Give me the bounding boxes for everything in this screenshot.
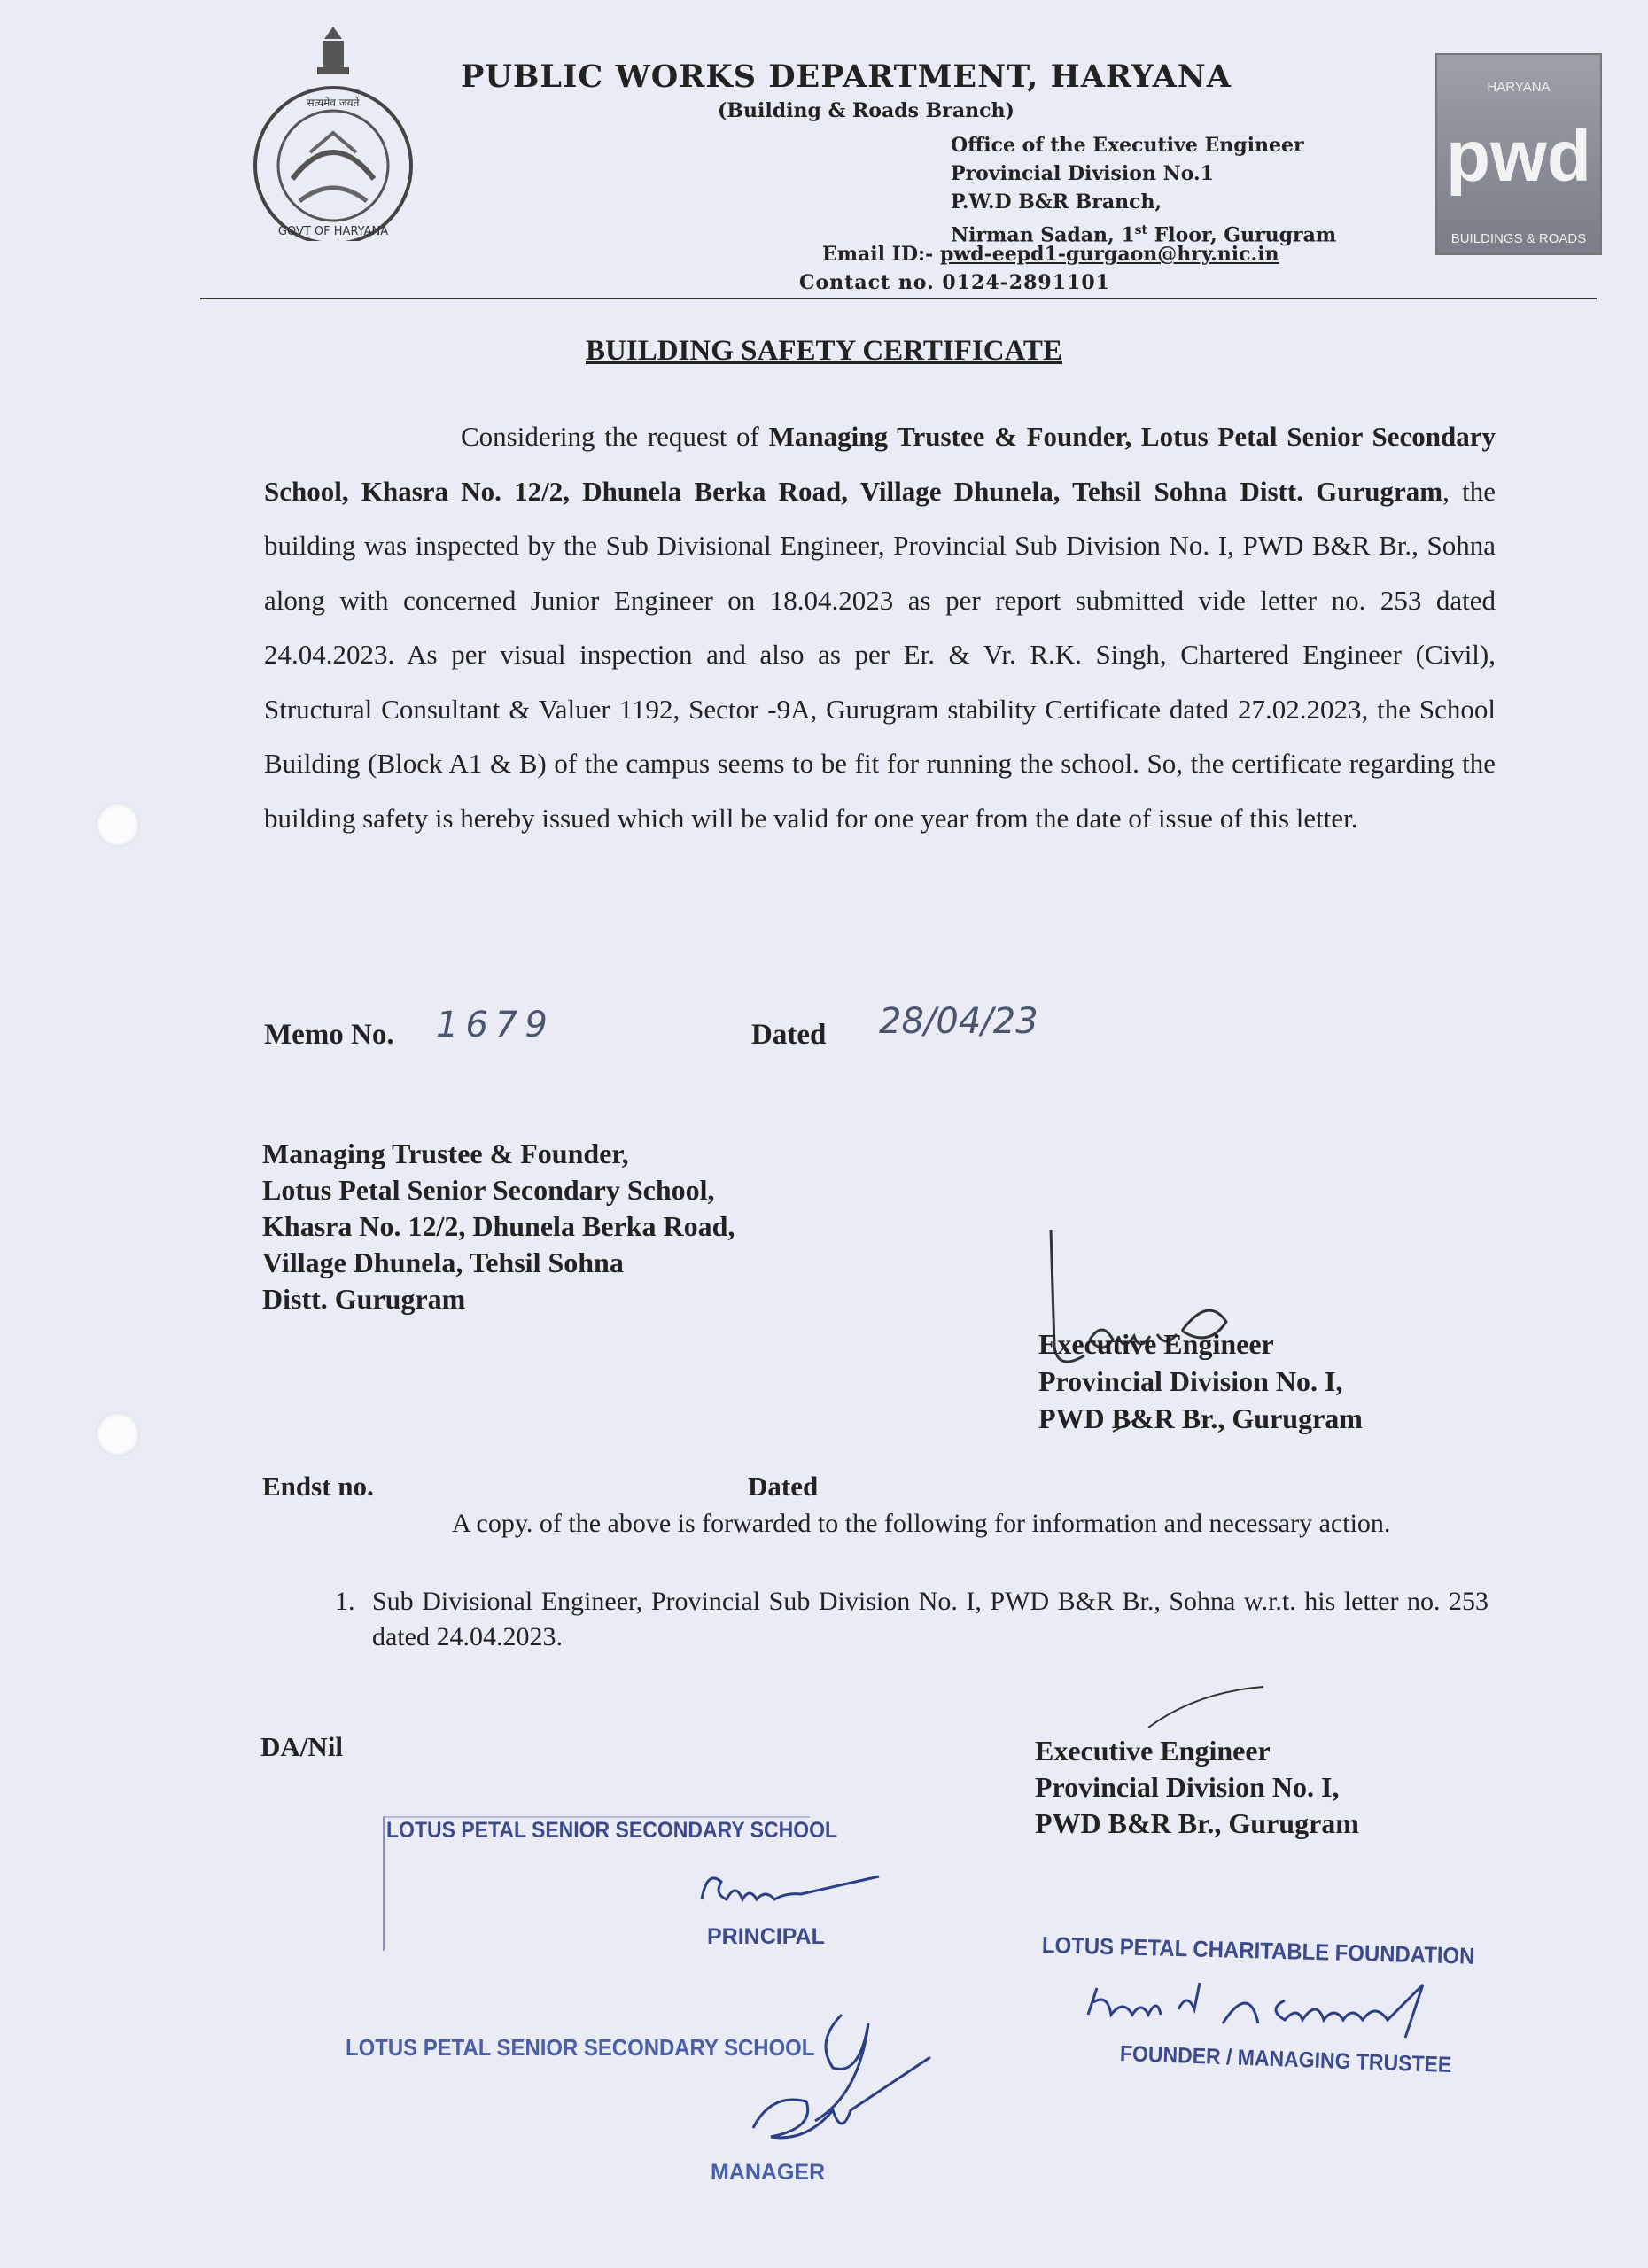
office-line: Office of the Executive Engineer [951, 134, 1304, 157]
punch-hole-top [96, 803, 140, 847]
signatory-block [1038, 1325, 1363, 1437]
foundation-stamp-name: LOTUS PETAL CHARITABLE FOUNDATION [1041, 1931, 1475, 1969]
addressee-line: Distt. Gurugram [262, 1283, 466, 1315]
svg-text:GOVT OF HARYANA: GOVT OF HARYANA [277, 225, 389, 238]
list-item-text: Sub Divisional Engineer, Provincial Sub Division No. I, PWD B&R Br., Sohna w.r.t. his letter no. 253 dated 24.04.2023. [372, 1587, 1489, 1651]
manager-signature [709, 2004, 939, 2163]
memo-label: Memo No. [264, 1019, 394, 1051]
list-item-number: 1. [335, 1587, 355, 1616]
pwd-logo-main: pwd [1446, 116, 1591, 197]
certificate-body: Considering the request of Managing Trustee & Founder, Lotus Petal Senior Secondary School, Khasra No. 12/2, Dhunela Berka Road, Village Dhunela, Tehsil Sohna Distt. Gurugram, the building was inspected by the Sub Divisional Engineer, Provincial Sub Division No. I, PWD B&R Br., Sohna along with concerned Junior Engineer on 18.04.2023 as per report submitted vide letter no. 253 dated 24.04.2023. As per visual inspection and also as per Er. & Vr. R.K. Singh, Chartered Engineer (Civil), Structural Consultant & Valuer 1192, Sector -9A, Gurugram stability Certificate dated 27.02.2023, the School Building (Block A1 & B) of the campus seems to be fit for running the school. So, the certificate regarding the building safety is hereby issued which will be valid for one year from the date of issue of this letter. [264, 421, 1496, 834]
founder-signature [1081, 1970, 1489, 2041]
memo-dated-label: Dated [751, 1019, 827, 1051]
contact-line: Contact no. 0124-2891101 [799, 271, 1110, 294]
addressee-line: Lotus Petal Senior Secondary School, [262, 1174, 715, 1206]
office-line: P.W.D B&R Branch, [951, 190, 1162, 214]
pwd-logo-top: HARYANA [1487, 80, 1551, 95]
signatory2-initial-stroke [1143, 1683, 1267, 1736]
endst-label: Endst no. [262, 1471, 374, 1502]
school-stamp-name-2: LOTUS PETAL SENIOR SECONDARY SCHOOL [346, 2034, 815, 2061]
manager-stamp: MANAGER [711, 2160, 826, 2185]
addressee-line: Managing Trustee & Founder, [262, 1138, 629, 1169]
principal-stamp: PRINCIPAL [707, 1924, 825, 1949]
principal-signature [691, 1860, 886, 1922]
header-divider [200, 298, 1597, 299]
haryana-seal-icon [246, 19, 420, 241]
addressee-line: Khasra No. 12/2, Dhunela Berka Road, [262, 1210, 735, 1242]
signatory2-line: PWD B&R Br., Gurugram [1035, 1807, 1359, 1839]
email-label: Email ID:- [822, 243, 940, 266]
department-heading: PUBLIC WORKS DEPARTMENT, HARYANA [461, 58, 1232, 95]
endst-dated-label: Dated [748, 1471, 819, 1502]
signatory-line: Provincial Division No. I, [1038, 1365, 1343, 1397]
signatory2-block [1035, 1733, 1359, 1842]
memo-date-handwritten: 28/04/23 [879, 1001, 1038, 1042]
applicant-name: Managing Trustee & Founder, Lotus Petal Senior Secondary School, Khasra No. 12/2, Dhunela Berka Road, Village Dhunela, Tehsil Sohna Distt. Gurugram [264, 421, 1496, 507]
signatory2-line: Executive Engineer [1035, 1735, 1271, 1767]
svg-text:सत्यमेव जयते: सत्यमेव जयते [307, 97, 360, 109]
email-line [822, 243, 1279, 266]
enclosure-note: DA/Nil [260, 1731, 343, 1762]
signatory2-line: Provincial Division No. I, [1035, 1771, 1340, 1803]
list-item [335, 1584, 1489, 1655]
founder-stamp: FOUNDER / MANAGING TRUSTEE [1119, 2041, 1452, 2078]
certificate-title: BUILDING SAFETY CERTIFICATE [586, 335, 1062, 367]
branch-subheading: (Building & Roads Branch) [718, 99, 1014, 122]
pwd-logo-bottom: BUILDINGS & ROADS [1450, 231, 1587, 246]
email-address[interactable]: pwd-eepd1-gurgaon@hry.nic.in [939, 243, 1279, 266]
memo-number-handwritten: 1679 [436, 1005, 555, 1045]
addressee-line: Village Dhunela, Tehsil Sohna [262, 1247, 624, 1278]
copy-forward-text: A copy. of the above is forwarded to the following for information and necessary action. [452, 1509, 1391, 1538]
signatory-line: PWD B&R Br., Gurugram [1038, 1402, 1363, 1434]
office-line: Provincial Division No.1 [951, 162, 1214, 185]
pwd-logo [1435, 53, 1602, 255]
office-line: Nirman Sadan, 1st Floor, Gurugram [951, 223, 1337, 247]
office-address [951, 131, 1336, 249]
punch-hole-bottom [96, 1412, 140, 1456]
signatory-line: Executive Engineer [1038, 1328, 1274, 1360]
school-stamp-name: LOTUS PETAL SENIOR SECONDARY SCHOOL [386, 1818, 838, 1843]
addressee-block [262, 1136, 735, 1317]
